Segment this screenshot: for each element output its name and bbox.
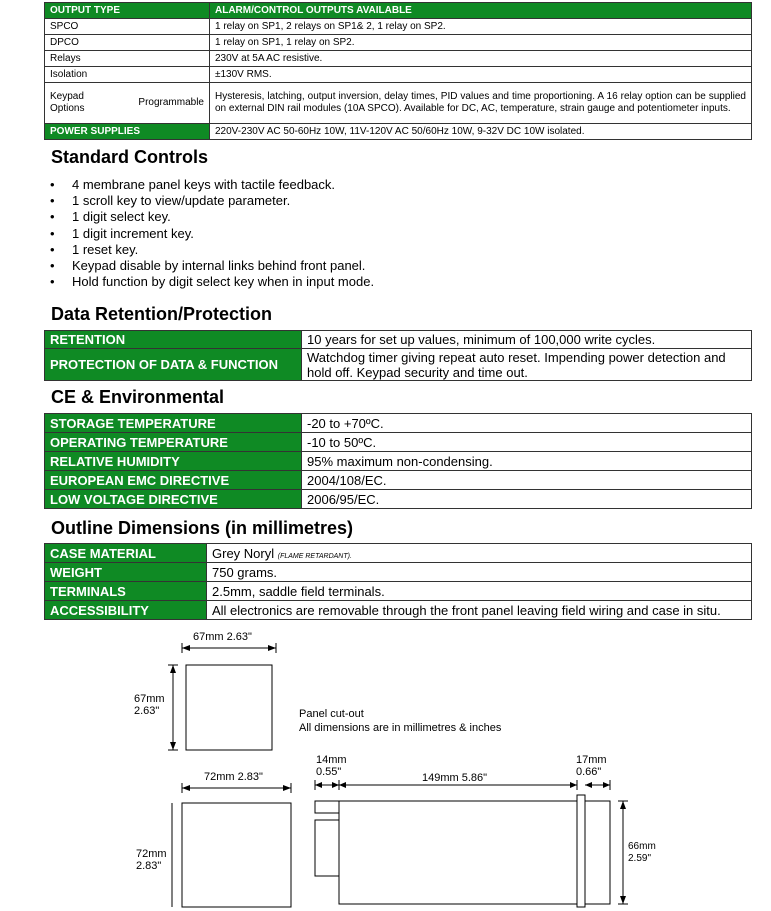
row-label: RELATIVE HUMIDITY [45, 452, 302, 471]
dim-149-label: 149mm 5.86" [422, 772, 488, 784]
cutout-width-label: 67mm 2.63" [193, 631, 252, 643]
panel-cutout-outline [186, 665, 272, 750]
row-value: 95% maximum non-condensing. [302, 452, 752, 471]
cutout-height-mm-label: 67mm [134, 693, 165, 705]
row-value: -10 to 50ºC. [302, 433, 752, 452]
case-material-note: (FLAME RETARDANT). [277, 552, 352, 560]
ce-environmental-table [44, 413, 752, 509]
table-row [45, 414, 752, 433]
table-row [45, 452, 752, 471]
section-title-standard-controls: Standard Controls [51, 147, 209, 167]
row-label: Relays [45, 51, 210, 67]
row-value: ±130V RMS. [210, 67, 752, 83]
front-bezel-outline [182, 803, 291, 907]
list-item-text: 1 digit increment key. [72, 225, 194, 241]
output-table-header [45, 3, 752, 19]
table-row [45, 601, 752, 620]
row-value: 1 relay on SP1, 1 relay on SP2. [210, 35, 752, 51]
outline-table [44, 543, 752, 620]
row-value: 2004/108/EC. [302, 471, 752, 490]
keypad-value: Hysteresis, latching, output inversion, delay times, PID values and time proportioning. A 16 relay option can be supplied on external DIN rail modules (10A SPCO). Available for DC, AC, temperature, strain gauge and potentiometer inputs. [210, 83, 752, 124]
header-output-type: OUTPUT TYPE [45, 3, 210, 19]
row-label: TERMINALS [45, 582, 207, 601]
row-value: 1 relay on SP1, 2 relays on SP1& 2, 1 relay on SP2. [210, 19, 752, 35]
list-item: • 1 digit increment key. [50, 225, 194, 241]
table-row [45, 471, 752, 490]
table-row [45, 490, 752, 509]
row-value: Watchdog timer giving repeat auto reset. Impending power detection and hold off. Keypad security and time out. [302, 349, 752, 381]
table-row [45, 19, 752, 35]
section-title-data-retention: Data Retention/Protection [51, 304, 273, 324]
front-height-mm-label: 72mm [136, 848, 167, 860]
row-value: -20 to +70ºC. [302, 414, 752, 433]
table-row [45, 331, 752, 349]
row-value: 2006/95/EC. [302, 490, 752, 509]
power-supplies-value: 220V-230V AC 50-60Hz 10W, 11V-120V AC 50/60Hz 10W, 9-32V DC 10W isolated. [210, 124, 752, 140]
list-item-text: Keypad disable by internal links behind front panel. [72, 257, 366, 273]
table-row [45, 67, 752, 83]
table-row-keypad [45, 83, 752, 124]
section-title-outline-dimensions: Outline Dimensions (in millimetres) [51, 518, 354, 538]
panel-cutout-label: Panel cut-out [299, 708, 364, 720]
row-label: WEIGHT [45, 563, 207, 582]
row-label: EUROPEAN EMC DIRECTIVE [45, 471, 302, 490]
keypad-programmable-label: Programmable [138, 97, 204, 108]
case-body [339, 801, 577, 904]
table-row [45, 582, 752, 601]
row-value [207, 544, 752, 563]
table-row [45, 563, 752, 582]
list-item-text: 4 membrane panel keys with tactile feedback. [72, 177, 336, 192]
list-item: • 1 reset key. [50, 241, 139, 257]
list-item-text: 1 scroll key to view/update parameter. [72, 193, 291, 209]
row-value: 750 grams. [207, 563, 752, 582]
section-title-ce-environmental: CE & Environmental [51, 387, 225, 407]
table-row [45, 433, 752, 452]
row-label: RETENTION [45, 331, 302, 349]
front-width-label: 72mm 2.83" [204, 771, 263, 783]
row-value: All electronics are removable through the front panel leaving field wiring and case in situ. [207, 601, 752, 620]
dim-14-mm-label: 14mm [316, 754, 347, 766]
power-supplies-label: POWER SUPPLIES [45, 124, 210, 140]
terminal-block-side [315, 820, 339, 876]
dim-17-in-label: 0.66" [576, 766, 602, 778]
list-item-text: Hold function by digit select key when in input mode. [72, 274, 375, 290]
row-value: 10 years for set up values, minimum of 100,000 write cycles. [302, 331, 752, 349]
dim-66-mm-label: 66mm [628, 841, 656, 852]
dim-66-in-label: 2.59" [628, 853, 652, 864]
dimension-drawing [120, 625, 656, 911]
list-item-text: 1 digit select key. [72, 209, 171, 225]
dim-17-mm-label: 17mm [576, 754, 607, 766]
dim-14-in-label: 0.55" [316, 766, 342, 778]
list-item: • Keypad disable by internal links behind front panel. [50, 257, 366, 273]
standard-controls-list [50, 177, 374, 290]
table-row [45, 349, 752, 381]
row-label: OPERATING TEMPERATURE [45, 433, 302, 452]
row-value: 2.5mm, saddle field terminals. [207, 582, 752, 601]
keypad-label-cell [45, 83, 210, 124]
table-row [45, 51, 752, 67]
table-row-power [45, 124, 752, 140]
list-item-text: 1 reset key. [72, 241, 139, 257]
row-label: DPCO [45, 35, 210, 51]
row-label: ACCESSIBILITY [45, 601, 207, 620]
row-label: STORAGE TEMPERATURE [45, 414, 302, 433]
row-value: 230V at 5A AC resistive. [210, 51, 752, 67]
cutout-height-in-label: 2.63" [134, 705, 160, 717]
front-height-in-label: 2.83" [136, 860, 162, 872]
list-item: • Hold function by digit select key when in input mode. [50, 274, 375, 290]
front-bezel-side [585, 801, 610, 904]
row-label: PROTECTION OF DATA & FUNCTION [45, 349, 302, 381]
all-dimensions-note: All dimensions are in millimetres & inches [299, 722, 502, 734]
list-item: • 1 digit select key. [50, 209, 171, 225]
header-alarm-outputs: ALARM/CONTROL OUTPUTS AVAILABLE [210, 3, 752, 19]
table-row [45, 544, 752, 563]
case-material-value: Grey Noryl [212, 545, 275, 561]
table-row [45, 35, 752, 51]
bezel-flange [577, 795, 585, 907]
data-retention-table [44, 330, 752, 381]
keypad-options-label: Keypad Options [50, 91, 85, 114]
list-item: • 1 scroll key to view/update parameter. [50, 193, 291, 209]
row-label: Isolation [45, 67, 210, 83]
row-label: SPCO [45, 19, 210, 35]
row-label: CASE MATERIAL [45, 544, 207, 563]
list-item: • 4 membrane panel keys with tactile feedback. [50, 177, 336, 192]
row-label: LOW VOLTAGE DIRECTIVE [45, 490, 302, 509]
output-table [44, 2, 752, 140]
terminal-block-top [315, 801, 339, 813]
